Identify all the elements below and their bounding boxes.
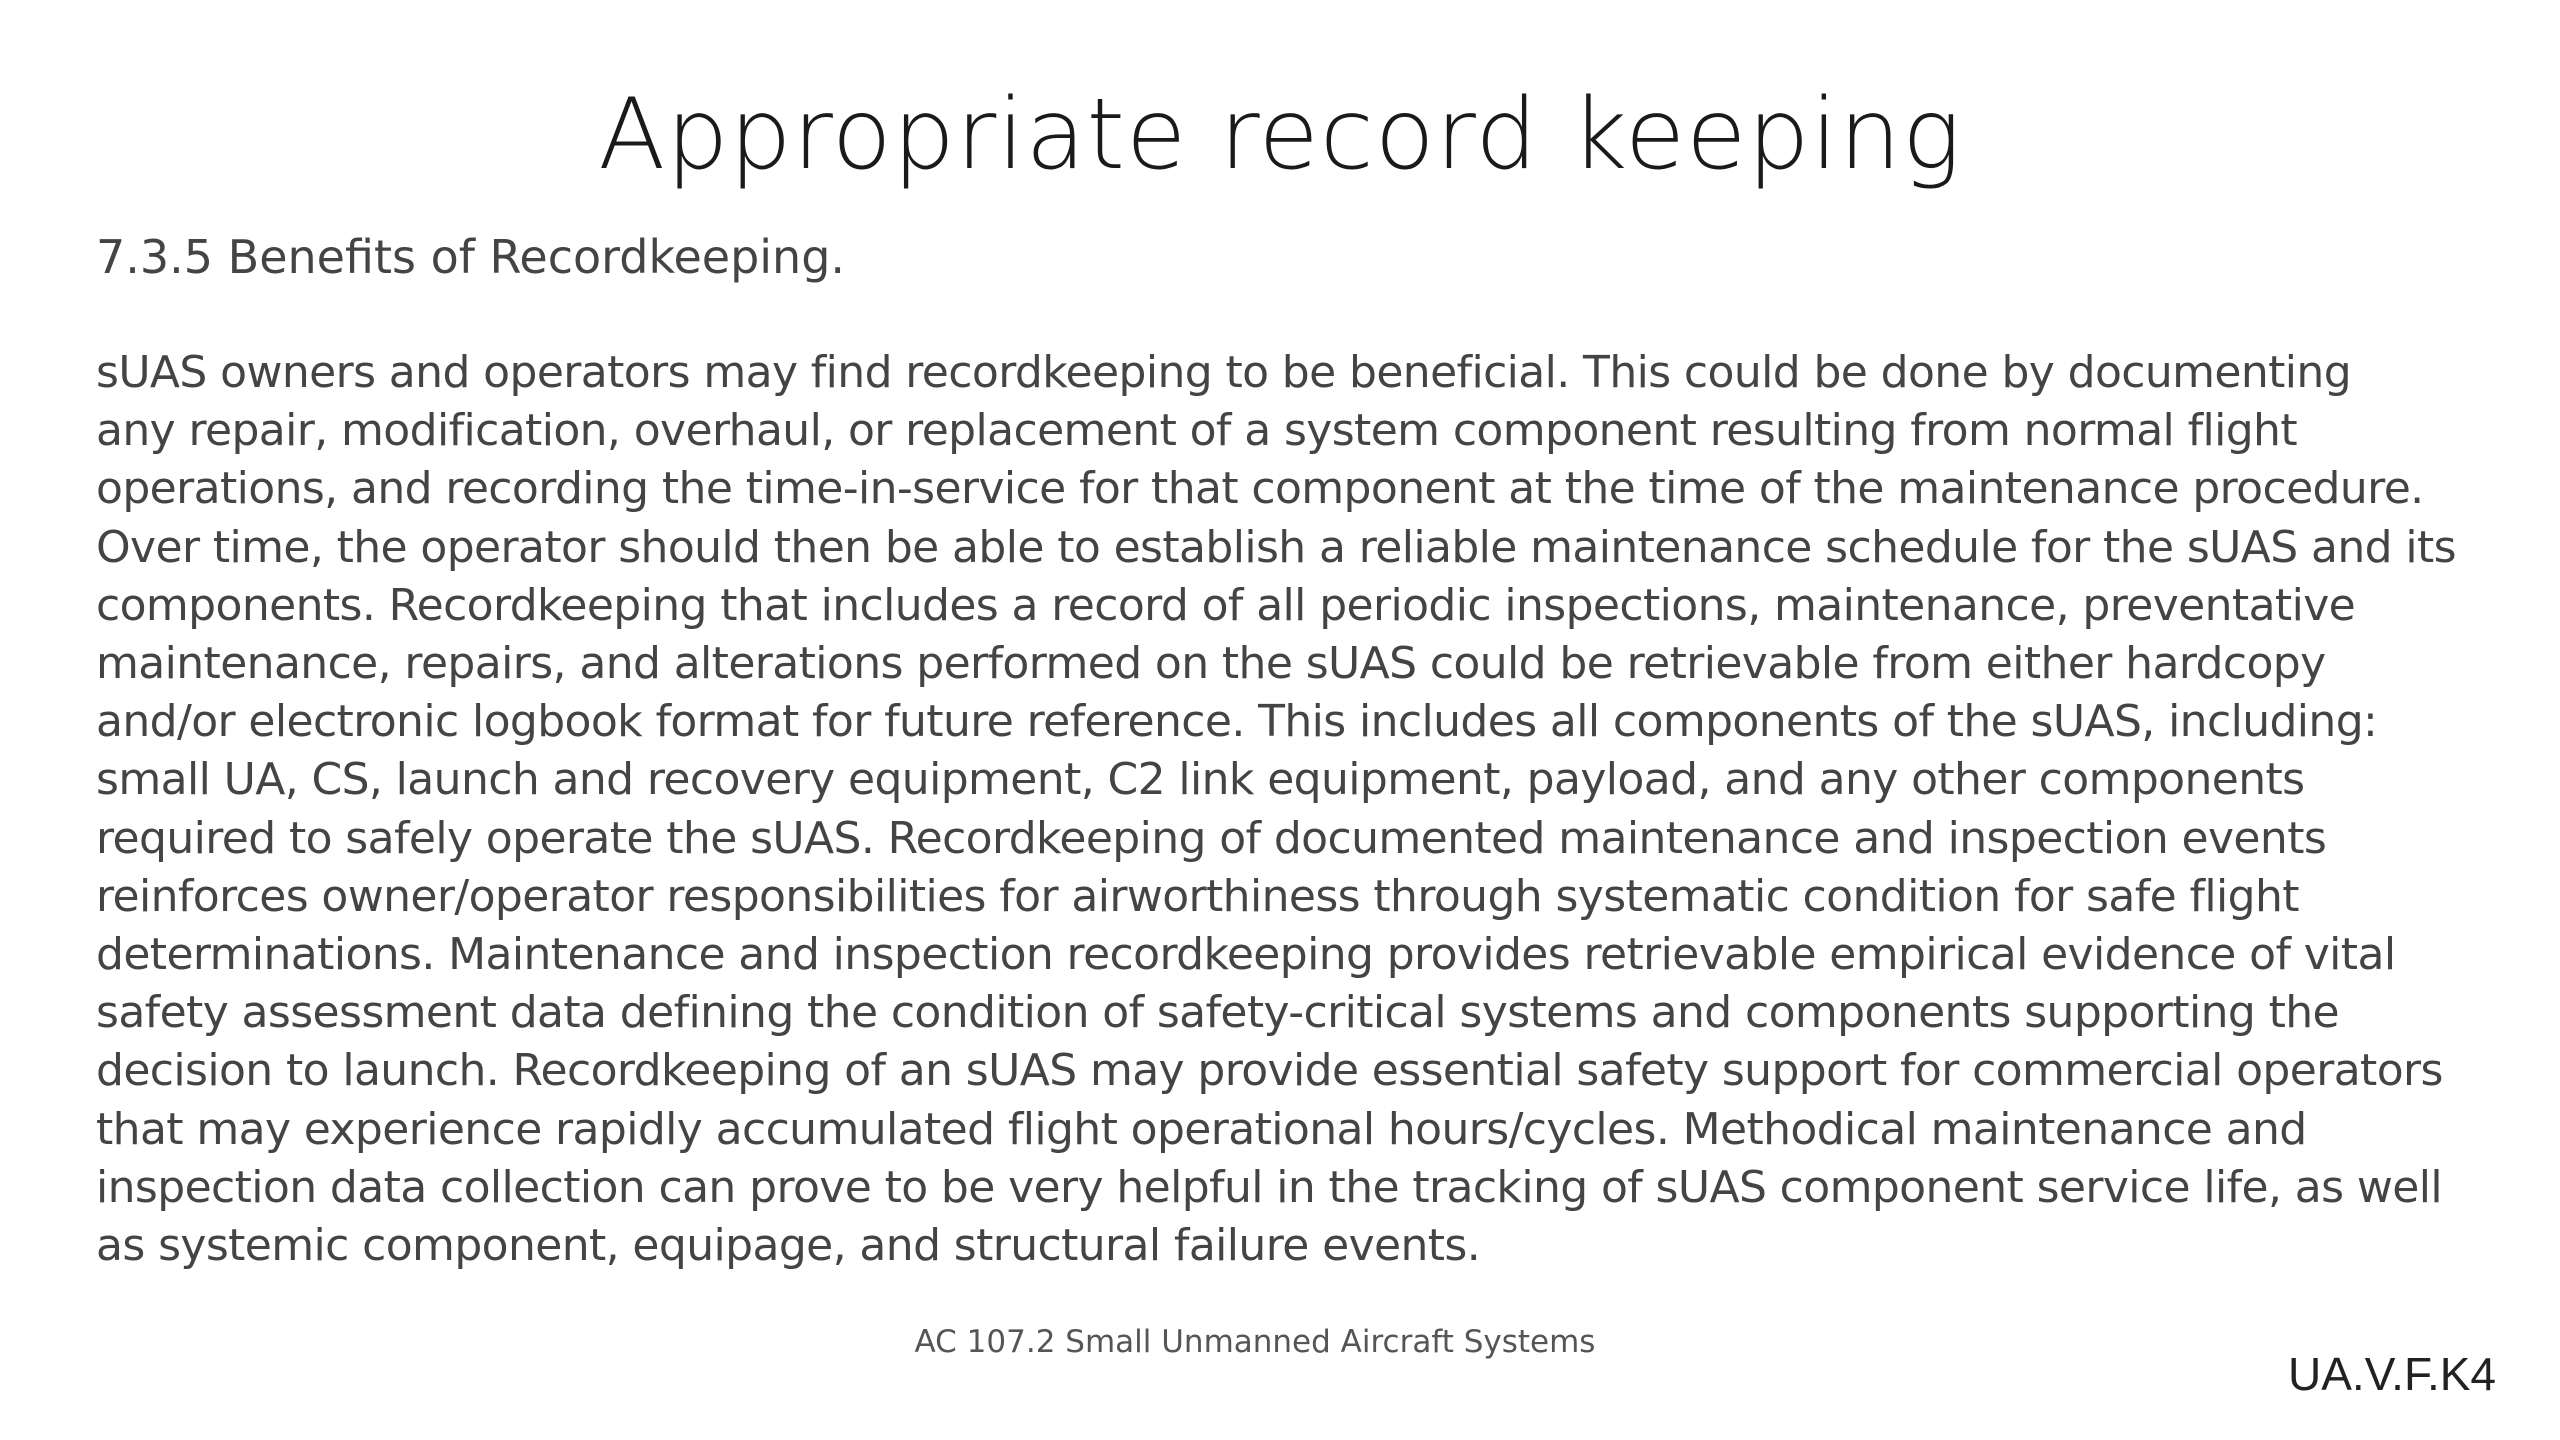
- body-line: maintenance, repairs, and alterations performed on the sUAS could be retrievable from either hardcopy: [96, 638, 2326, 690]
- body-line: safety assessment data defining the condition of safety-critical systems and components supporting the: [96, 987, 2339, 1039]
- body-line: Over time, the operator should then be able to establish a reliable maintenance schedule for the sUAS and its: [96, 521, 2456, 573]
- body-line: that may experience rapidly accumulated flight operational hours/cycles. Methodical maintenance and: [96, 1103, 2307, 1155]
- body-line: inspection data collection can prove to be very helpful in the tracking of sUAS component service life, as well: [96, 1161, 2442, 1213]
- body-line: operations, and recording the time-in-service for that component at the time of the maintenance procedure.: [96, 463, 2424, 515]
- body-paragraph: [96, 344, 2496, 1275]
- body-line: components. Recordkeeping that includes a record of all periodic inspections, maintenance, preventative: [96, 579, 2356, 631]
- body-line: required to safely operate the sUAS. Recordkeeping of documented maintenance and inspection events: [96, 812, 2327, 864]
- body-line: sUAS owners and operators may find recordkeeping to be beneficial. This could be done by documenting: [96, 347, 2352, 398]
- body-line: reinforces owner/operator responsibilities for airworthiness through systematic condition for safe flight: [96, 870, 2299, 922]
- section-heading: 7.3.5 Benefits of Recordkeeping.: [96, 230, 846, 284]
- body-line: small UA, CS, launch and recovery equipment, C2 link equipment, payload, and any other components: [96, 754, 2305, 806]
- slide-title: Appropriate record keeping: [598, 78, 1962, 192]
- body-line: as systemic component, equipage, and structural failure events.: [96, 1220, 1481, 1272]
- body-line: decision to launch. Recordkeeping of an sUAS may provide essential safety support for commercial operators: [96, 1045, 2443, 1097]
- body-line: determinations. Maintenance and inspection recordkeeping provides retrievable empirical evidence of vital: [96, 929, 2396, 981]
- body-line: any repair, modification, overhaul, or replacement of a system component resulting from normal flight: [96, 405, 2297, 457]
- body-line: and/or electronic logbook format for future reference. This includes all components of the sUAS, including:: [96, 696, 2378, 748]
- source-footer: AC 107.2 Small Unmanned Aircraft Systems: [914, 1324, 1596, 1360]
- reference-code: UA.V.F.K4: [2288, 1348, 2496, 1400]
